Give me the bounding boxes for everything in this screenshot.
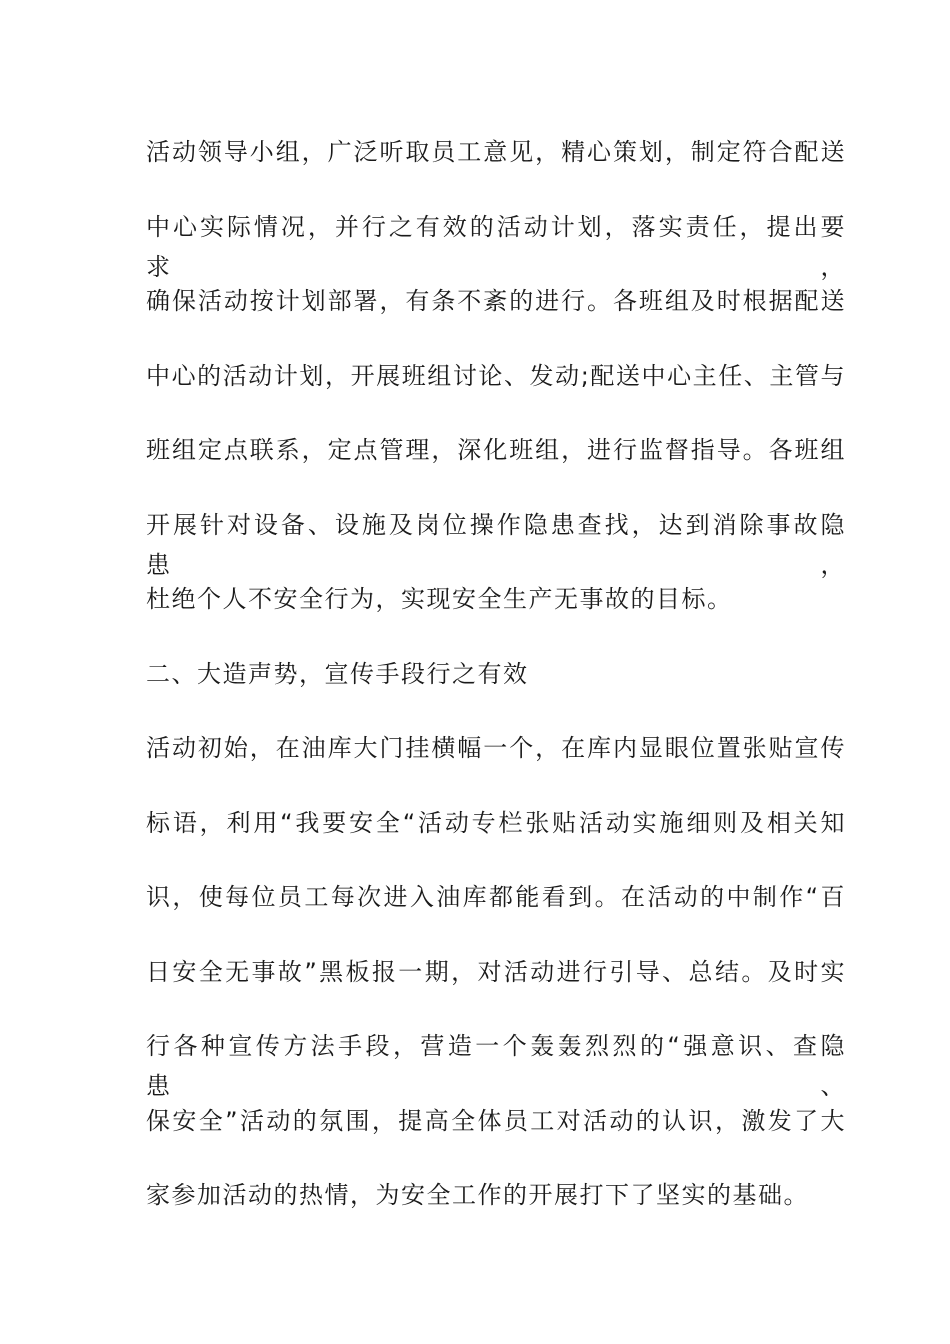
paragraph-line: 行各种宣传方法手段，营造一个轰轰烈烈的“强意识、查隐患、 [146, 1032, 846, 1100]
paragraph-line: 识，使每位员工每次进入油库都能看到。在活动的中制作“百 [146, 883, 846, 911]
paragraph-line: 日安全无事故”黑板报一期，对活动进行引导、总结。及时实 [146, 958, 846, 986]
paragraph-line: 中心实际情况，并行之有效的活动计划，落实责任，提出要求， [146, 213, 846, 281]
paragraph-line: 班组定点联系，定点管理，深化班组，进行监督指导。各班组 [146, 436, 846, 464]
section-heading: 二、大造声势，宣传手段行之有效 [146, 660, 529, 688]
paragraph-line: 中心的活动计划，开展班组讨论、发动;配送中心主任、主管与 [146, 362, 846, 390]
paragraph-line: 家参加活动的热情，为安全工作的开展打下了坚实的基础。 [146, 1181, 809, 1209]
paragraph-line: 杜绝个人不安全行为，实现安全生产无事故的目标。 [146, 585, 733, 613]
paragraph-line: 确保活动按计划部署，有条不紊的进行。各班组及时根据配送 [146, 287, 846, 315]
paragraph-line: 活动初始，在油库大门挂横幅一个，在库内显眼位置张贴宣传 [146, 734, 846, 762]
paragraph-line: 标语，利用“我要安全“活动专栏张贴活动实施细则及相关知 [146, 809, 846, 837]
paragraph-line: 保安全”活动的氛围，提高全体员工对活动的认识，激发了大 [146, 1107, 846, 1135]
paragraph-line: 开展针对设备、设施及岗位操作隐患查找，达到消除事故隐患， [146, 511, 846, 579]
paragraph-line: 活动领导小组，广泛听取员工意见，精心策划，制定符合配送 [146, 138, 846, 166]
